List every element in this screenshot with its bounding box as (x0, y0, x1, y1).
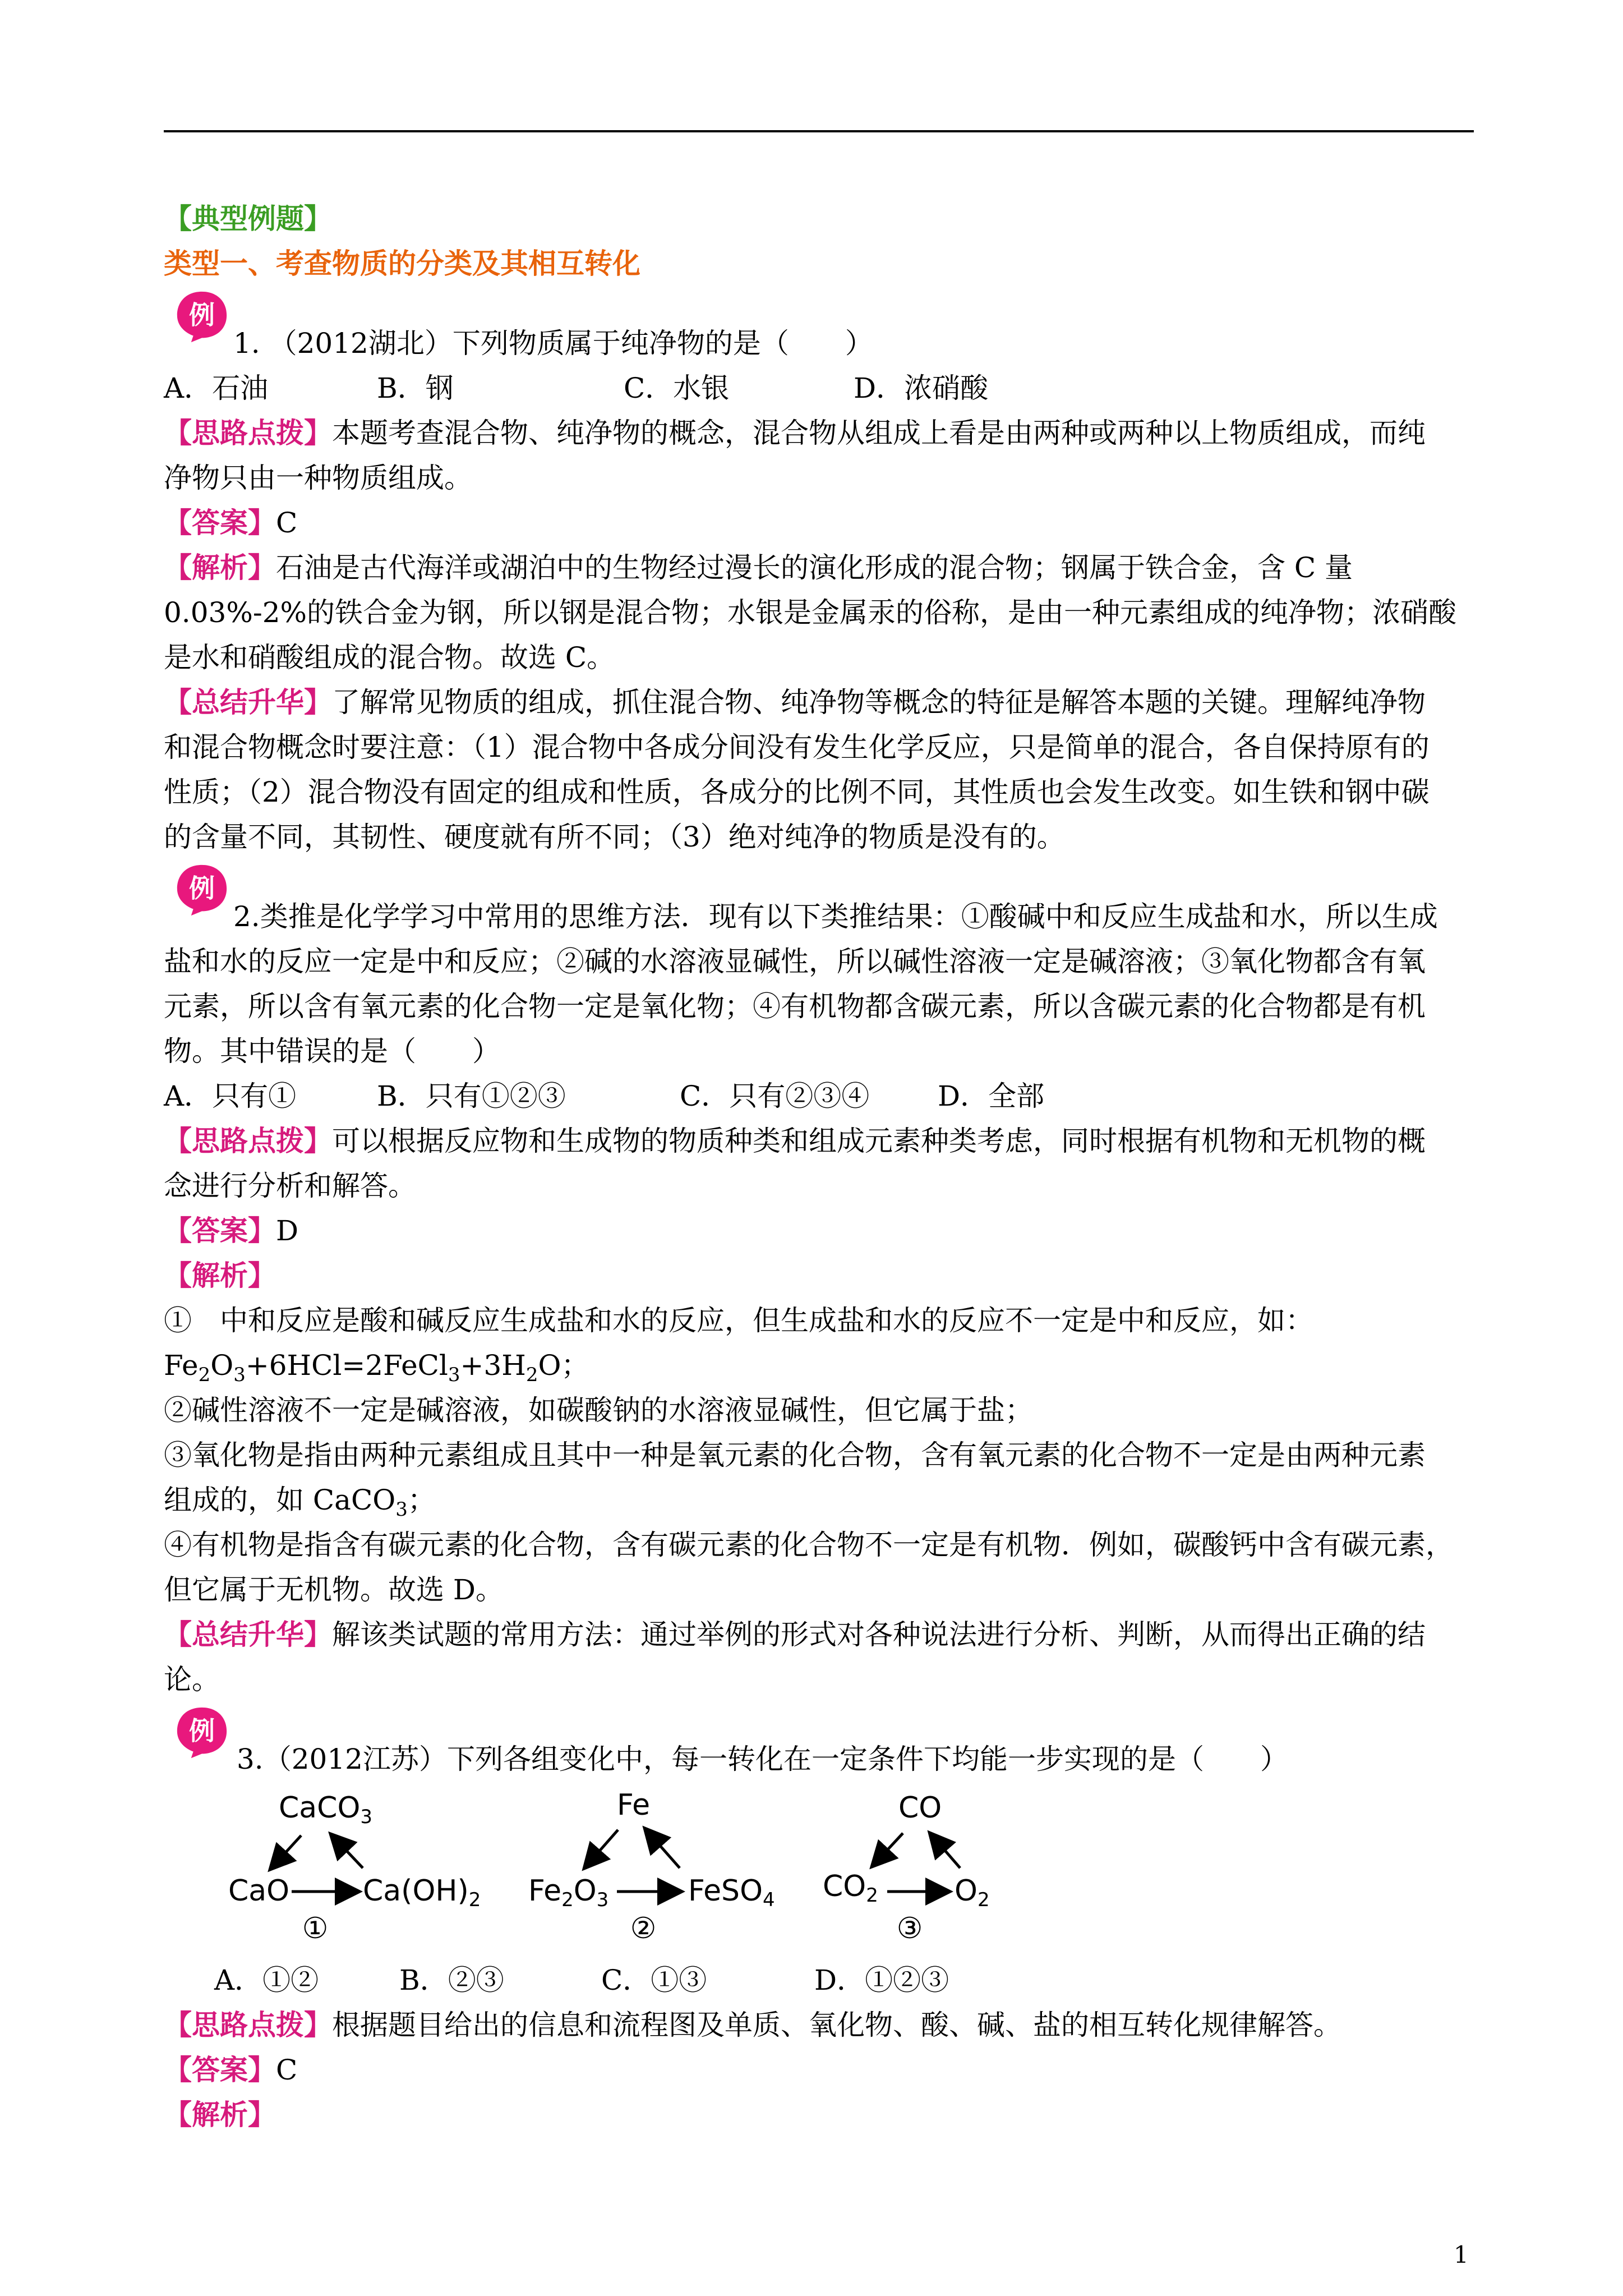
q1-option-d: D．浓硝酸 (854, 372, 989, 404)
q2-summary-2: 论。 (164, 1663, 220, 1696)
diagram-3 (823, 1791, 990, 1945)
q3-answer-label: 【答案】 (164, 2053, 276, 2086)
diagram-3-right: O2 (955, 1874, 990, 1911)
q2-stem-1: 2.类推是化学学习中常用的思维方法．现有以下类推结果：①酸碱中和反应生成盐和水，所以生成 (233, 900, 1438, 933)
diagram-1-left: CaO (228, 1874, 290, 1908)
q2-option-d: D．全部 (938, 1080, 1045, 1112)
q1-analysis-label: 【解析】 (164, 551, 276, 584)
q2-option-c: C．只有②③④ (680, 1080, 870, 1112)
q1-analysis-2: 0.03%-2%的铁合金为钢，所以钢是混合物；水银是金属汞的俗称，是由一种元素组成的纯净物；浓硝酸 (164, 596, 1457, 629)
q1-option-c: C．水银 (624, 372, 730, 404)
q2-stem-3: 元素，所以含有氧元素的化合物一定是氧化物；④有机物都含碳元素，所以含碳元素的化合物都是有机 (164, 990, 1426, 1023)
q2-analysis-3a: ③氧化物是指由两种元素组成且其中一种是氧元素的化合物，含有氧元素的化合物不一定是由两种元素 (164, 1439, 1426, 1471)
svg-text:例: 例 (188, 873, 215, 904)
q2-stem-4: 物。其中错误的是（ ） (164, 1035, 500, 1068)
diagram-2-right: FeSO4 (688, 1874, 775, 1911)
q2-analysis-2: ②碱性溶液不一定是碱溶液，如碳酸钠的水溶液显碱性，但它属于盐； (164, 1394, 1033, 1427)
q2-hint-1: 可以根据反应物和生成物的物质种类和组成元素种类考虑，同时根据有机物和无机物的概 (332, 1125, 1426, 1157)
q3-analysis-label: 【解析】 (164, 2098, 276, 2131)
diagram-1-right: Ca(OH)2 (363, 1874, 481, 1911)
q2-analysis-4a: ④有机物是指含有碳元素的化合物，含有碳元素的化合物不一定是有机物．例如，碳酸钙中含有碳元素， (164, 1529, 1454, 1561)
diagram-1 (228, 1791, 481, 1945)
conversion-diagram-svg (164, 1784, 1005, 1958)
q2-option-a: A．只有① (164, 1080, 297, 1112)
q1-stem: 1. （2012湖北）下列物质属于纯净物的是（ ） (233, 327, 873, 360)
q3-hint-1: 根据题目给出的信息和流程图及单质、氧化物、酸、碱、盐的相互转化规律解答。 (332, 2009, 1341, 2041)
diagram-3-top: CO (898, 1791, 942, 1825)
page-content (164, 196, 1474, 2137)
q1-answer: C (276, 507, 298, 539)
q1-answer-label: 【答案】 (164, 506, 276, 539)
q1-summary-4: 的含量不同，其韧性、硬度就有所不同；（3）绝对纯净的物质是没有的。 (164, 821, 1065, 853)
q3-options (164, 1958, 1474, 2003)
q1-option-a: A．石油 (164, 372, 269, 404)
q1-summary-2: 和混合物概念时要注意：（1）混合物中各成分间没有发生化学反应，只是简单的混合，各自保持原有的 (164, 731, 1430, 763)
diagram-1-number: ① (302, 1912, 329, 1945)
diagram-1-top: CaCO3 (279, 1791, 373, 1828)
q1-option-b: B．钢 (377, 372, 454, 404)
q3-option-d: D．①②③ (814, 1964, 949, 1996)
q3-conversion-diagrams (164, 1784, 1474, 1958)
q2-answer-label: 【答案】 (164, 1214, 276, 1247)
diagram-2-left: Fe2O3 (528, 1874, 609, 1911)
q2-option-b: B．只有①②③ (377, 1080, 566, 1112)
q2-analysis-1: ① 中和反应是酸和碱反应生成盐和水的反应，但生成盐和水的反应不一定是中和反应，如： (164, 1304, 1313, 1337)
header-rule (164, 130, 1474, 132)
q1-summary-label: 【总结升华】 (164, 685, 332, 719)
section-title: 【典型例题】 (164, 202, 332, 235)
q2-analysis-label: 【解析】 (164, 1259, 276, 1292)
q1-summary-3: 性质；（2）混合物没有固定的组成和性质，各成分的比例不同，其性质也会发生改变。如生铁和钢中碳 (164, 776, 1430, 808)
svg-text:例: 例 (188, 300, 215, 330)
q2-summary-label: 【总结升华】 (164, 1618, 332, 1651)
svg-text:例: 例 (188, 1715, 215, 1746)
diagram-2-number: ② (630, 1912, 657, 1945)
q2-summary-1: 解该类试题的常用方法：通过举例的形式对各种说法进行分析、判断，从而得出正确的结 (332, 1618, 1426, 1651)
q1-hint-text: 本题考查混合物、纯净物的概念，混合物从组成上看是由两种或两种以上物质组成，而纯 (332, 417, 1426, 449)
q2-hint-2: 念进行分析和解答。 (164, 1170, 416, 1202)
q2-analysis-3b: 组成的，如 CaCO$_3$； (164, 1484, 436, 1521)
q2-analysis-equation: $Fe_2O_3+6HCl=2FeCl_3+3H_2O$； (164, 1349, 589, 1386)
q1-options (164, 366, 1474, 411)
q1-hint-text-2: 净物只由一种物质组成。 (164, 462, 472, 494)
q1-summary-1: 了解常见物质的组成，抓住混合物、纯净物等概念的特征是解答本题的关键。理解纯净物 (332, 686, 1426, 719)
q3-stem: 3.（2012江苏）下列各组变化中，每一转化在一定条件下均能一步实现的是（ ） (237, 1743, 1288, 1775)
q2-hint-label: 【思路点拨】 (164, 1124, 332, 1157)
q3-hint-label: 【思路点拨】 (164, 2008, 332, 2041)
q2-answer: D (276, 1214, 299, 1247)
q2-analysis-4b: 但它属于无机物。故选 D。 (164, 1573, 504, 1606)
diagram-2-top: Fe (617, 1788, 651, 1822)
q2-options (164, 1074, 1474, 1119)
diagram-3-number: ③ (896, 1912, 923, 1945)
q1-analysis-1: 石油是古代海洋或湖泊中的生物经过漫长的演化形成的混合物；钢属于铁合金，含 C 量 (276, 551, 1353, 584)
q3-answer: C (276, 2054, 298, 2086)
q1-hint-label: 【思路点拨】 (164, 416, 332, 449)
q1-analysis-3: 是水和硝酸组成的混合物。故选 C。 (164, 641, 615, 674)
q2-stem-2: 盐和水的反应一定是中和反应；②碱的水溶液显碱性，所以碱性溶液一定是碱溶液；③氧化物都含有氧 (164, 945, 1426, 978)
q3-option-b: B．②③ (399, 1964, 504, 1996)
type-title: 类型一、考查物质的分类及其相互转化 (164, 247, 640, 280)
diagram-3-left: CO2 (823, 1870, 878, 1907)
diagram-2 (528, 1788, 775, 1945)
q3-option-c: C．①③ (601, 1964, 707, 1996)
q3-option-a: A．①② (214, 1964, 319, 1996)
page-number: 1 (1454, 2241, 1469, 2269)
